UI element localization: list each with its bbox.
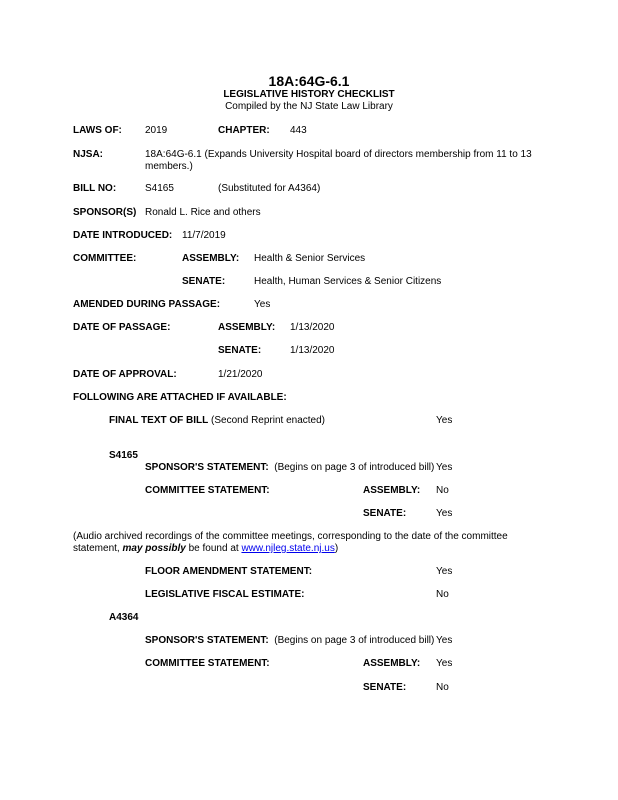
fiscal-value: No bbox=[436, 589, 449, 600]
bill-no-label: BILL NO: bbox=[73, 183, 117, 194]
audio-note-pre: statement, bbox=[73, 543, 120, 554]
committee-assembly-value: Health & Senior Services bbox=[254, 253, 366, 264]
audio-note-mid: be found at bbox=[188, 543, 239, 554]
s4165-sponsor-value: Yes bbox=[436, 462, 453, 473]
s4165-committee-label: COMMITTEE STATEMENT: bbox=[145, 485, 270, 496]
passage-assembly-label: ASSEMBLY: bbox=[218, 322, 276, 333]
committee-senate-label: SENATE: bbox=[182, 276, 226, 287]
s4165-heading: S4165 bbox=[109, 450, 138, 461]
amended-label: AMENDED DURING PASSAGE: bbox=[73, 299, 221, 310]
committee-assembly-label: ASSEMBLY: bbox=[182, 253, 240, 264]
chapter-value: 443 bbox=[290, 125, 307, 136]
s4165-sponsor-row bbox=[145, 462, 434, 474]
a4364-assembly-label: ASSEMBLY: bbox=[363, 658, 421, 669]
a4364-sponsor-note: (Begins on page 3 of introduced bill) bbox=[274, 635, 435, 646]
final-text-label: FINAL TEXT OF BILL bbox=[109, 415, 209, 426]
committee-label: COMMITTEE: bbox=[73, 253, 137, 264]
bill-no-note: (Substituted for A4364) bbox=[218, 183, 321, 194]
a4364-committee-label: COMMITTEE STATEMENT: bbox=[145, 658, 270, 669]
sponsor-label: SPONSOR(S) bbox=[73, 207, 137, 218]
s4165-assembly-label: ASSEMBLY: bbox=[363, 485, 421, 496]
s4165-sponsor-label: SPONSOR'S STATEMENT: bbox=[145, 462, 269, 473]
laws-of-label: LAWS OF: bbox=[73, 125, 122, 136]
bill-no-value: S4165 bbox=[145, 183, 174, 194]
a4364-senate-label: SENATE: bbox=[363, 682, 407, 693]
date-introduced-value: 11/7/2019 bbox=[182, 230, 226, 241]
final-text-note: (Second Reprint enacted) bbox=[211, 415, 326, 426]
fiscal-label: LEGISLATIVE FISCAL ESTIMATE: bbox=[145, 589, 305, 600]
s4165-senate-label: SENATE: bbox=[363, 508, 407, 519]
passage-assembly-value: 1/13/2020 bbox=[290, 322, 335, 333]
a4364-sponsor-value: Yes bbox=[436, 635, 453, 646]
approval-label: DATE OF APPROVAL: bbox=[73, 369, 177, 380]
final-text-row bbox=[109, 415, 325, 427]
amended-value: Yes bbox=[254, 299, 271, 310]
page-title: 18A:64G-6.1 bbox=[268, 73, 350, 89]
laws-of-value: 2019 bbox=[145, 125, 168, 136]
a4364-senate-value: No bbox=[436, 682, 449, 693]
a4364-assembly-value: Yes bbox=[436, 658, 453, 669]
a4364-heading: A4364 bbox=[109, 612, 139, 623]
chapter-label: CHAPTER: bbox=[218, 125, 270, 136]
passage-senate-label: SENATE: bbox=[218, 345, 262, 356]
passage-label: DATE OF PASSAGE: bbox=[73, 322, 171, 333]
a4364-sponsor-row bbox=[145, 635, 434, 647]
a4364-sponsor-label: SPONSOR'S STATEMENT: bbox=[145, 635, 269, 646]
audio-note-emph: may possibly bbox=[122, 543, 186, 554]
s4165-sponsor-note: (Begins on page 3 of introduced bill) bbox=[274, 462, 435, 473]
date-introduced-label: DATE INTRODUCED: bbox=[73, 230, 173, 241]
attached-heading: FOLLOWING ARE ATTACHED IF AVAILABLE: bbox=[73, 392, 287, 403]
njsa-line1: 18A:64G-6.1 (Expands University Hospital board of directors membership from 11 to 13 bbox=[145, 149, 532, 160]
njleg-link[interactable]: www.njleg.state.nj.us bbox=[241, 543, 335, 554]
floor-value: Yes bbox=[436, 566, 453, 577]
njsa-line2: members.) bbox=[145, 161, 193, 172]
final-text-value: Yes bbox=[436, 415, 453, 426]
page-subtitle: LEGISLATIVE HISTORY CHECKLIST bbox=[223, 89, 395, 100]
audio-note-line2 bbox=[73, 543, 338, 555]
s4165-assembly-value: No bbox=[436, 485, 449, 496]
s4165-senate-value: Yes bbox=[436, 508, 453, 519]
audio-note-post: ) bbox=[334, 543, 339, 554]
committee-senate-value: Health, Human Services & Senior Citizens bbox=[254, 276, 442, 287]
floor-label: FLOOR AMENDMENT STATEMENT: bbox=[145, 566, 313, 577]
sponsor-value: Ronald L. Rice and others bbox=[145, 207, 261, 218]
approval-value: 1/21/2020 bbox=[218, 369, 263, 380]
passage-senate-value: 1/13/2020 bbox=[290, 345, 335, 356]
njsa-label: NJSA: bbox=[73, 149, 104, 160]
compiled-by: Compiled by the NJ State Law Library bbox=[225, 101, 393, 112]
audio-note-line1: (Audio archived recordings of the committee meetings, corresponding to the date of the committee bbox=[73, 531, 508, 542]
